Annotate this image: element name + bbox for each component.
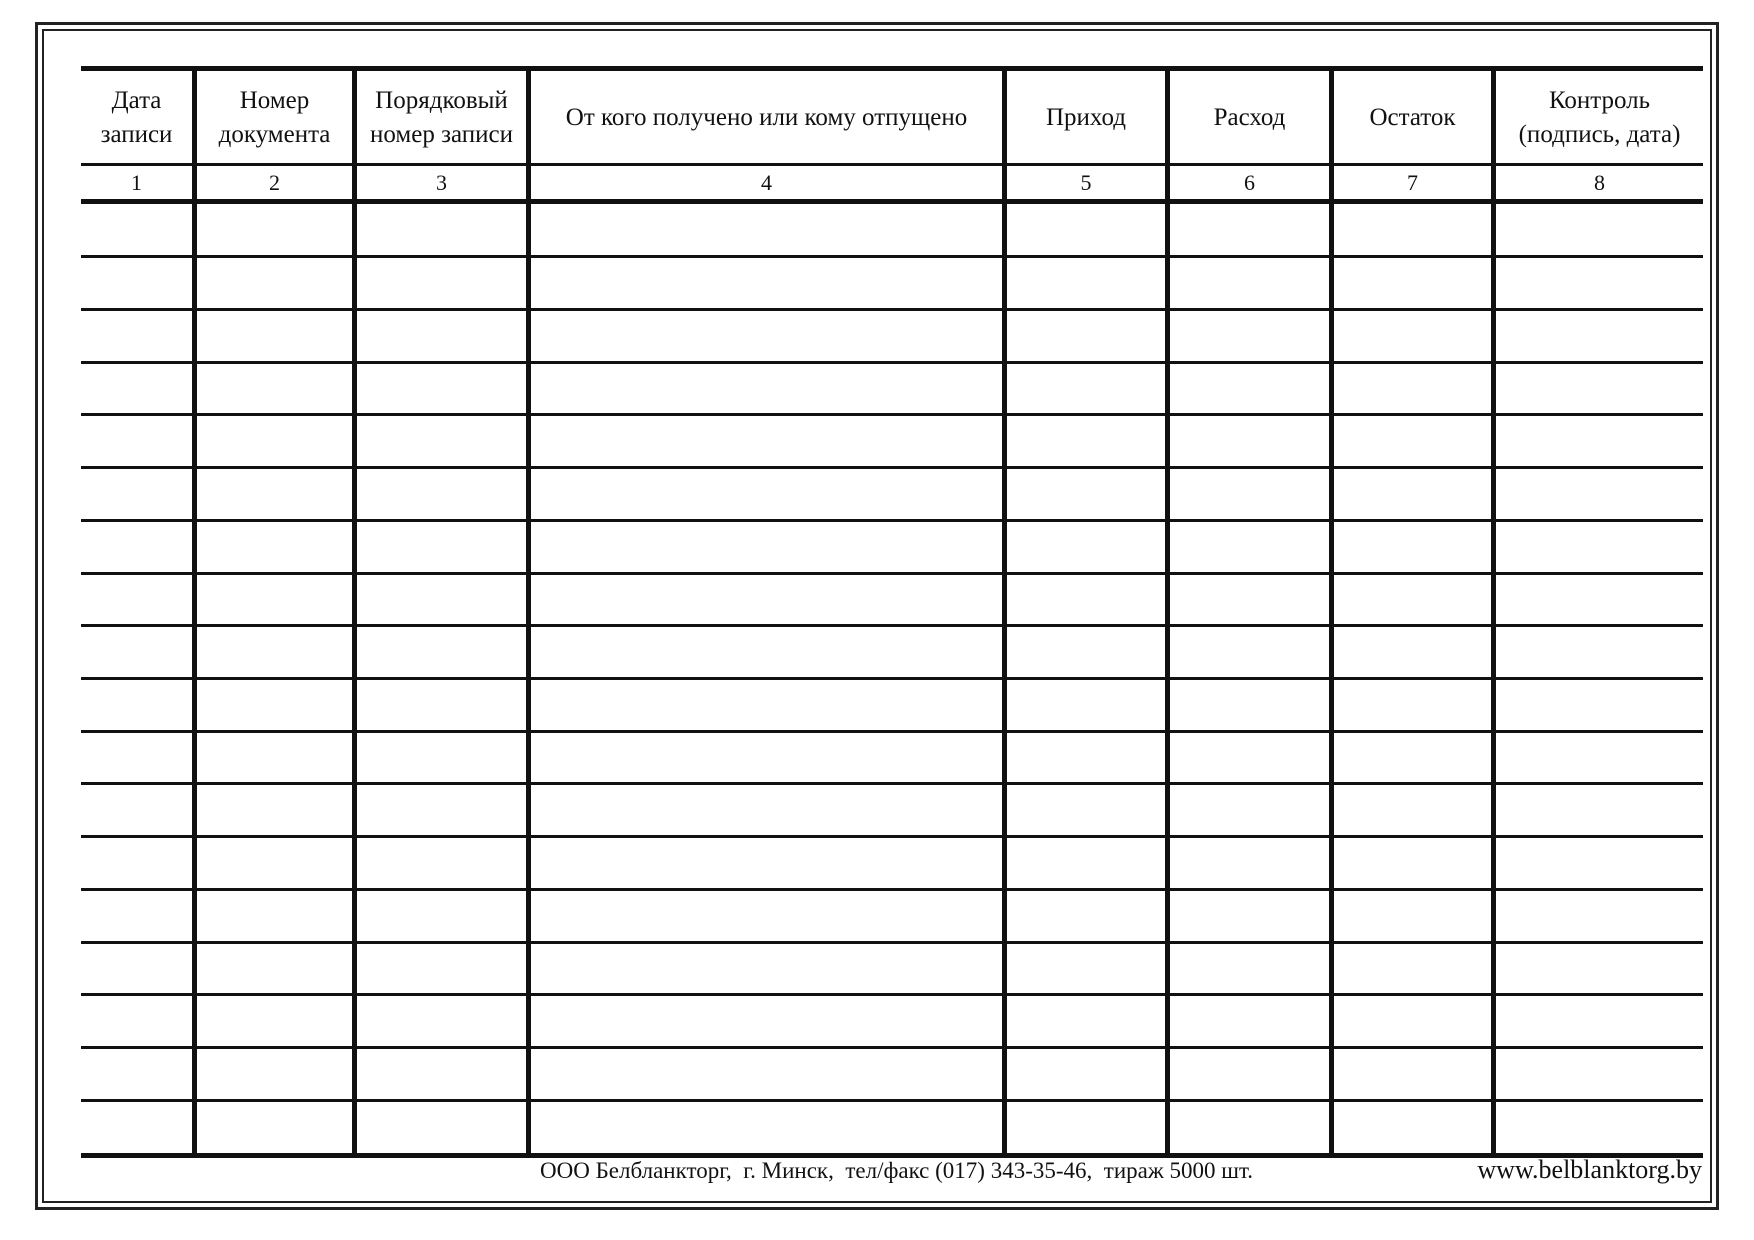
column-header-balance: Остаток	[1369, 103, 1456, 131]
row-rule	[81, 835, 1703, 838]
column-header-document-number: Номер документа	[218, 86, 331, 148]
column-divider-2	[352, 66, 357, 1158]
column-number-5: 5	[1080, 169, 1092, 195]
row-rule	[81, 466, 1703, 469]
row-rule	[81, 519, 1703, 522]
publisher-website: www.belblanktorg.by	[1477, 1155, 1702, 1184]
numbers-rule	[81, 199, 1703, 204]
row-rule	[81, 255, 1703, 258]
column-number-1: 1	[131, 169, 142, 195]
column-header-counterparty: От кого получено или кому отпущено	[565, 103, 968, 131]
column-divider-7	[1491, 66, 1496, 1158]
row-rule	[81, 572, 1703, 575]
column-number-4: 4	[761, 169, 772, 195]
row-rule	[81, 782, 1703, 785]
column-header-date: Дата записи	[100, 86, 173, 148]
column-number-3: 3	[436, 169, 447, 195]
ledger-table	[81, 66, 1703, 1158]
row-rule	[81, 308, 1703, 311]
printer-imprint: ООО Белбланкторг, г. Минск, тел/факс (017) 343-35-46, тираж 5000 шт.	[540, 1158, 1254, 1183]
column-header-entry-number: Порядковый номер записи	[370, 86, 513, 148]
row-rule	[81, 361, 1703, 364]
row-rule	[81, 624, 1703, 627]
column-number-8: 8	[1594, 169, 1605, 195]
column-divider-1	[192, 66, 197, 1158]
column-number-2: 2	[269, 169, 280, 195]
row-rule	[81, 677, 1703, 680]
row-rule	[81, 730, 1703, 733]
column-header-control: Контроль (подпись, дата)	[1518, 86, 1681, 148]
row-rule	[81, 941, 1703, 944]
row-rule	[81, 1046, 1703, 1049]
column-number-7: 7	[1407, 169, 1418, 195]
column-number-6: 6	[1244, 169, 1255, 195]
row-rule	[81, 993, 1703, 996]
row-rule	[81, 888, 1703, 891]
column-divider-3	[526, 66, 531, 1158]
column-header-outgoing: Расход	[1213, 103, 1286, 131]
row-rule	[81, 1099, 1703, 1102]
column-divider-6	[1329, 66, 1334, 1158]
column-divider-5	[1165, 66, 1170, 1158]
row-rule	[81, 413, 1703, 416]
column-divider-4	[1002, 66, 1007, 1158]
column-header-incoming: Приход	[1046, 103, 1126, 131]
